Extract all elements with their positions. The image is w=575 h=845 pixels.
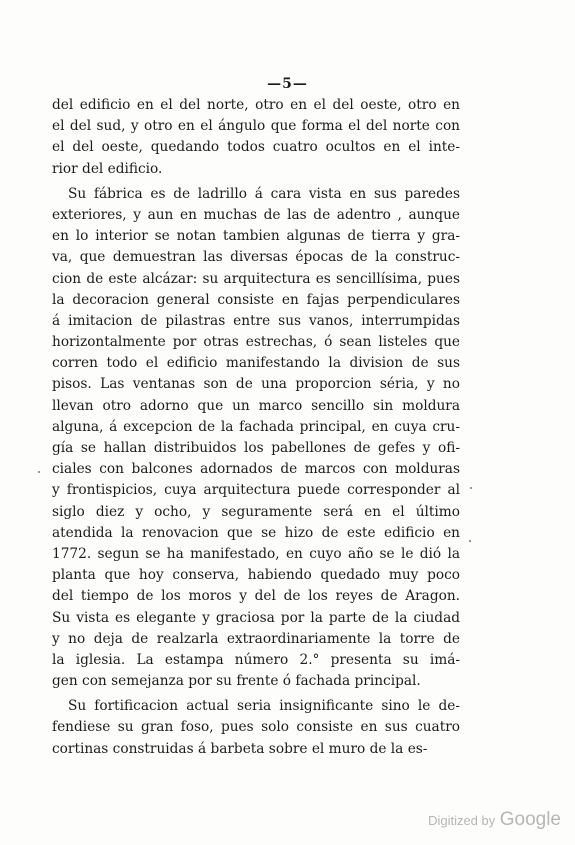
text-line: fendiese su gran foso, pues solo consiste en sus cuatro [52,719,460,736]
text-line: corren todo el edificio manifestando la division de sus [52,355,460,372]
text-line: rior del edificio. [52,160,163,177]
text-line: del edificio en el del norte, otro en el del oeste, otro en [52,97,460,113]
paragraph [52,184,460,693]
text-line: planta que hoy conserva, habiendo quedado muy poco [52,567,460,584]
text-line: Su fábrica es de ladrillo á cara vista en sus paredes [68,185,460,202]
text-line: el del oeste, quedando todos cuatro ocultos en el inte- [52,139,460,156]
text-line: la decoracion general consiste en fajas perpendiculares [52,291,460,308]
text-line: á imitacion de pilastras entre sus vanos, interrumpidas [52,312,460,329]
text-line: 1772. segun se ha manifestado, en cuyo año se le dió la [52,545,460,562]
text-line: pisos. Las ventanas son de una proporcion séria, y no [52,376,460,393]
watermark-prefix: Digitized by [428,813,496,828]
text-line: exteriores, y aun en muchas de las de adentro , aunque [52,206,460,223]
paper-speck [470,487,472,489]
watermark-brand: Google [499,809,561,830]
text-line: y frontispicios, cuya arquitectura puede corresponder al [52,482,460,499]
text-line: el del sud, y otro en el ángulo que forma el del norte con [52,118,460,135]
paragraph [52,95,460,180]
text-line: horizontalmente por otras estrechas, ó sean listeles que [52,334,460,351]
text-line: la iglesia. La estampa número 2.° presenta su imá- [52,651,460,668]
paper-speck [469,540,471,542]
text-line: alguna, á excepcion de la fachada principal, en cuya cru- [52,418,460,435]
text-line: cion de este alcázar: su arquitectura es sencillísima, pues [52,270,460,287]
paper-speck [38,471,40,473]
page-number: —5— [267,76,308,92]
text-line: atendida la renovacion que se hizo de este edificio en [52,524,460,541]
digitized-watermark [428,809,561,831]
text-line: Su fortificacion actual seria insignificante sino le de- [68,698,460,715]
text-line: gía se hallan distribuidos los pabellones de gefes y ofi- [52,440,460,456]
text-line: llevan otro adorno que un marco sencillo sin moldura [52,397,460,414]
text-line: siglo diez y ocho, y seguramente será en el último [52,503,460,520]
text-line: del tiempo de los moros y del de los reyes de Aragon. [52,588,460,605]
text-line: gen con semejanza por su frente ó fachada principal. [52,673,421,690]
text-line: ciales con balcones adornados de marcos con molduras [52,461,460,478]
text-line: cortinas construidas á barbeta sobre el muro de la es- [52,740,428,757]
body-text [52,95,460,760]
text-line: va, que demuestran las diversas épocas de la construc- [52,249,460,266]
paragraph [52,696,460,760]
text-line: Su vista es elegante y graciosa por la parte de la ciudad [52,609,460,626]
text-line: y no deja de realzarla extraordinariamente la torre de [52,630,460,647]
text-line: en lo interior se notan tambien algunas de tierra y gra- [52,228,460,245]
